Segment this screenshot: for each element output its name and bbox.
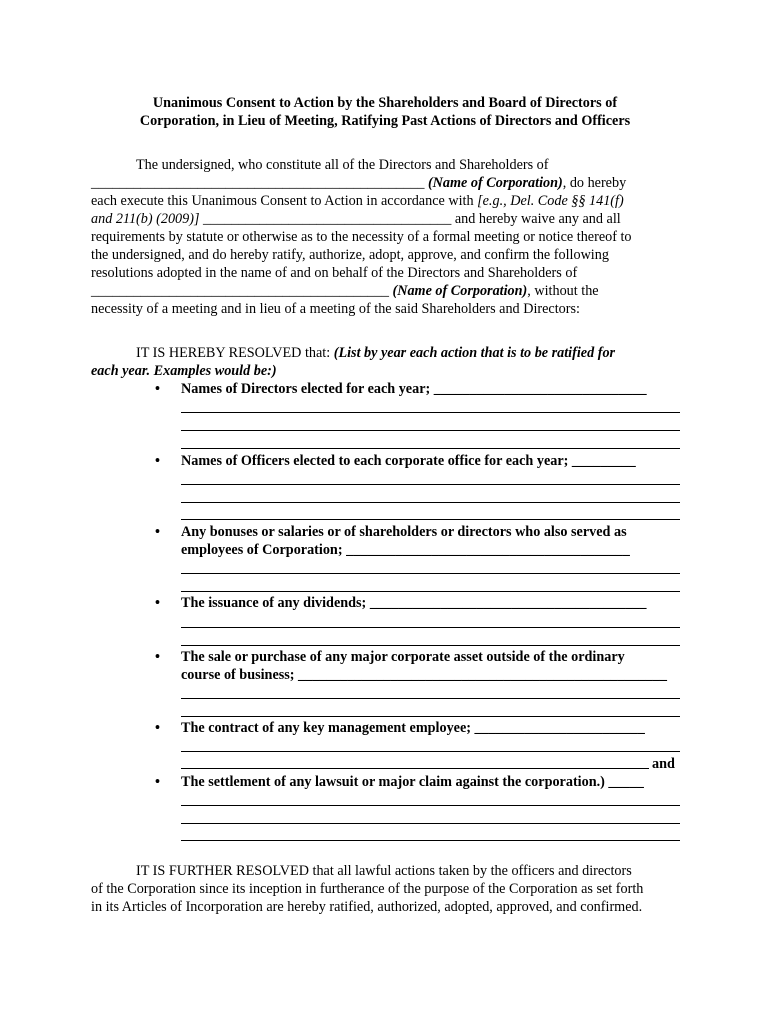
- bullet-item: [155, 648, 685, 684]
- bullet-icon: •: [155, 524, 160, 540]
- corporation-name-label-2: (Name of Corporation): [388, 283, 528, 299]
- bullet-icon: •: [155, 649, 160, 665]
- bullet-item: [155, 452, 685, 470]
- bullet-label: Names of Officers elected to each corporate office for each year; _________: [181, 453, 636, 469]
- bullet-label: The contract of any key management employee; ________________________: [181, 720, 645, 736]
- further-line-1: IT IS FURTHER RESOLVED that all lawful actions taken by the officers and directors: [136, 863, 632, 879]
- intro-line-4-rest: and hereby waive any and all: [451, 211, 621, 227]
- bullet-icon: •: [155, 595, 160, 611]
- intro-line-3: [91, 192, 681, 210]
- answer-line: [181, 502, 680, 503]
- title-line-2: Corporation, in Lieu of Meeting, Ratifying Past Actions of Directors and Officers: [139, 113, 631, 129]
- bullet-item: [155, 380, 685, 398]
- further-line-3: in its Articles of Incorporation are hereby ratified, authorized, adopted, approved, and confirmed.: [91, 899, 643, 915]
- resolved-line-2: each year. Examples would be:): [91, 363, 277, 379]
- resolved-line-1: [91, 344, 681, 362]
- bullet-item: [155, 773, 685, 791]
- intro-line-7: resolutions adopted in the name of and on behalf of the Directors and Shareholders of: [91, 265, 578, 281]
- intro-line-3-text: each execute this Unanimous Consent to Action in accordance with: [91, 193, 478, 209]
- bullet-icon: •: [155, 453, 160, 469]
- intro-line-4: [91, 210, 681, 228]
- bullet-item: [155, 523, 685, 559]
- bullet-label-cont: course of business; ____________________________________________________: [181, 667, 667, 683]
- answer-line: [181, 805, 680, 806]
- bullet-label: The settlement of any lawsuit or major claim against the corporation.) _____: [181, 774, 644, 790]
- bullet-label: Names of Directors elected for each year; ______________________________: [181, 381, 647, 397]
- statute-citation: [e.g., Del. Code §§ 141(f): [477, 193, 624, 209]
- statute-citation-cont: and 211(b) (2009)]: [91, 211, 200, 227]
- answer-line: [181, 519, 680, 520]
- answer-line: [181, 573, 680, 574]
- corporation-name-blank-2: __________________________________________: [91, 283, 389, 299]
- intro-paragraph: [91, 156, 681, 318]
- corporation-name-blank: _______________________________________________: [91, 175, 425, 191]
- intro-line-8: [91, 282, 681, 300]
- answer-line: [181, 430, 680, 431]
- title-line-1: Unanimous Consent to Action by the Shareholders and Board of Directors of: [152, 95, 618, 111]
- resolved-paragraph: [91, 344, 681, 380]
- answer-line: [181, 591, 680, 592]
- bullet-label-cont: employees of Corporation; ________________________________________: [181, 542, 630, 558]
- answer-line: [181, 768, 649, 769]
- intro-line-2-rest: , do hereby: [562, 175, 627, 191]
- bullet-icon: •: [155, 720, 160, 736]
- statute-blank: ___________________________________: [199, 211, 452, 227]
- answer-line: [181, 412, 680, 413]
- bullet-icon: •: [155, 774, 160, 790]
- bullet-label: Any bonuses or salaries or of shareholders or directors who also served as: [181, 524, 627, 540]
- answer-line: [181, 645, 680, 646]
- answer-line: [181, 627, 680, 628]
- corporation-name-label: (Name of Corporation): [427, 175, 563, 191]
- answer-line: [181, 751, 680, 752]
- further-line-2: of the Corporation since its inception in furtherance of the purpose of the Corporation as set forth: [91, 881, 644, 897]
- answer-line: [181, 484, 680, 485]
- and-conjunction: and: [652, 756, 675, 772]
- answer-line: [181, 448, 680, 449]
- answer-line: [181, 840, 680, 841]
- resolved-lead: IT IS HEREBY RESOLVED that:: [136, 345, 334, 361]
- intro-line-2: [91, 174, 681, 192]
- intro-line-5: requirements by statute or otherwise as to the necessity of a formal meeting or notice thereof to: [91, 229, 632, 245]
- intro-line-8-rest: , without the: [527, 283, 599, 299]
- answer-line: [181, 823, 680, 824]
- bullet-label: The sale or purchase of any major corporate asset outside of the ordinary: [181, 649, 625, 665]
- answer-line: [181, 716, 680, 717]
- intro-line-1: The undersigned, who constitute all of the Directors and Shareholders of: [136, 157, 549, 173]
- resolved-instruction: (List by year each action that is to be ratified for: [333, 345, 616, 361]
- intro-line-6: the undersigned, and do hereby ratify, authorize, adopt, approve, and confirm the following: [91, 247, 609, 263]
- further-resolved-paragraph: [91, 862, 681, 916]
- bullet-label: The issuance of any dividends; _______________________________________: [181, 595, 647, 611]
- bullet-icon: •: [155, 381, 160, 397]
- intro-line-9: necessity of a meeting and in lieu of a meeting of the said Shareholders and Directors:: [91, 301, 580, 317]
- document-title: [90, 94, 680, 130]
- bullet-item: [155, 594, 685, 612]
- bullet-item: [155, 719, 685, 737]
- answer-line: [181, 698, 680, 699]
